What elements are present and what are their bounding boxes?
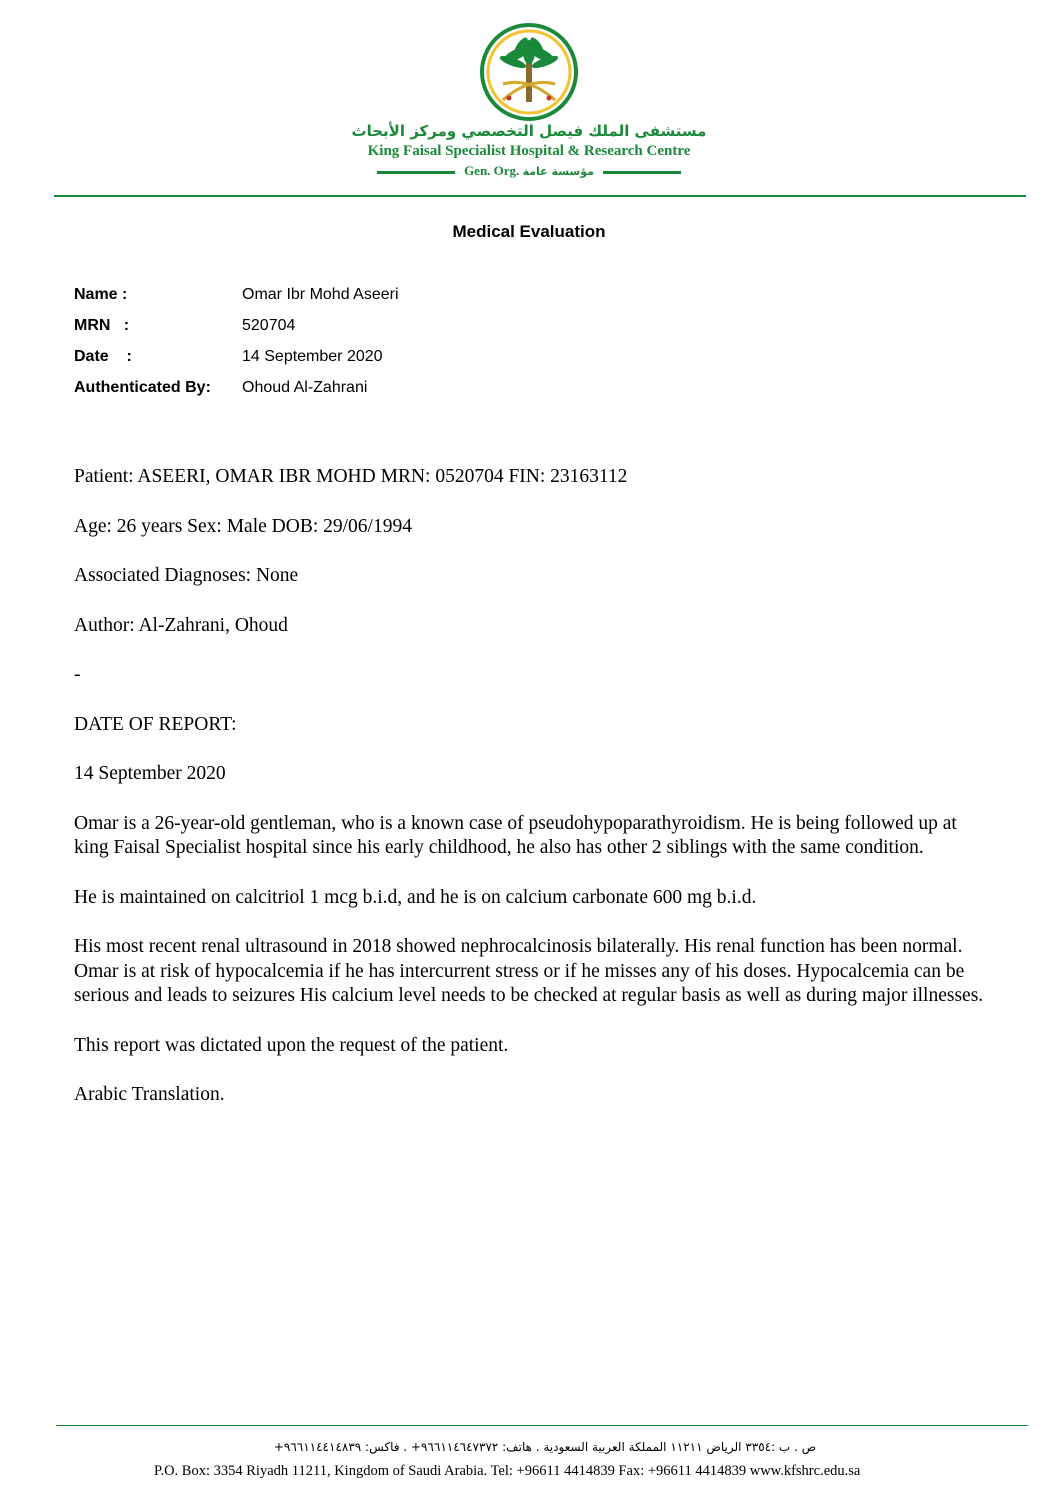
document-title: Medical Evaluation (452, 222, 606, 241)
decorative-bar (377, 171, 455, 174)
separator-dash: - (74, 664, 81, 685)
meta-label: Date : (74, 348, 132, 365)
org-name-arabic: مستشفى الملك فيصل التخصصي ومركز الأبحاث (351, 122, 707, 140)
decorative-bar (603, 171, 681, 174)
report-date: 14 September 2020 (74, 763, 226, 784)
footer-address-arabic: ص . ب :٣٣٥٤ الرياض ١١٢١١ المملكة العربية السعودية . هاتف: ٩٦٦١١٤٦٤٧٣٧٢+ . فاكس: ٩٦٦١١٤٤١٤٨٣٩+ (273, 1440, 817, 1454)
footer-address-english: P.O. Box: 3354 Riyadh 11211, Kingdom of Saudi Arabia. Tel: +96611 4414839 Fax: +96611 4414839 www.kfshrc.edu.sa (154, 1463, 861, 1479)
footer-divider (56, 1425, 1028, 1426)
patient-line: Patient: ASEERI, OMAR IBR MOHD MRN: 0520704 FIN: 23163112 (74, 466, 628, 487)
org-type-arabic: مؤسسة عامة (522, 165, 594, 178)
meta-value: 520704 (242, 317, 296, 334)
org-type-english: Gen. Org. (464, 163, 520, 178)
paragraph-medication: He is maintained on calcitriol 1 mcg b.i.d, and he is on calcium carbonate 600 mg b.i.d. (74, 886, 757, 908)
paragraph-request: This report was dictated upon the request of the patient. (74, 1034, 509, 1056)
meta-label: MRN : (74, 317, 130, 334)
paragraph-findings: His most recent renal ultrasound in 2018 showed nephrocalcinosis bilaterally. His renal function has been normal. Omar is at risk of hypocalcemia if he has intercurrent stress or if he misses any of his doses. Hypocalcemia can be serious and leads to seizures His calcium level needs to be checked at regular basis as well as during major illnesses. (74, 936, 984, 1006)
header-logo (0, 22, 1058, 127)
org-type (0, 163, 1058, 179)
diagnoses-line: Associated Diagnoses: None (74, 565, 299, 586)
header-divider (54, 195, 1026, 197)
meta-label: Authenticated By: (74, 379, 211, 396)
age-line: Age: 26 years Sex: Male DOB: 29/06/1994 (74, 515, 412, 537)
meta-row-mrn (74, 317, 399, 348)
author-line: Author: Al-Zahrani, Ohoud (74, 614, 288, 636)
paragraph-translation: Arabic Translation. (74, 1084, 225, 1105)
meta-block (74, 286, 399, 410)
meta-row-name (74, 286, 399, 317)
meta-label: Name : (74, 286, 128, 303)
meta-value: Omar Ibr Mohd Aseeri (242, 286, 399, 303)
report-date-label: DATE OF REPORT: (74, 713, 237, 735)
report-body (74, 465, 994, 1133)
kfshrc-palm-swords-logo-icon (479, 22, 579, 122)
meta-row-authenticated-by (74, 379, 399, 410)
paragraph-history: Omar is a 26-year-old gentleman, who is a known case of pseudohypoparathyroidism. He is being followed up at king Faisal Specialist hospital since his early childhood, he also has other 2 siblings with the same condition. (74, 812, 957, 858)
meta-value: 14 September 2020 (242, 348, 383, 365)
org-name-english: King Faisal Specialist Hospital & Research Centre (367, 143, 691, 159)
meta-value: Ohoud Al-Zahrani (242, 379, 368, 396)
meta-row-date (74, 348, 399, 379)
